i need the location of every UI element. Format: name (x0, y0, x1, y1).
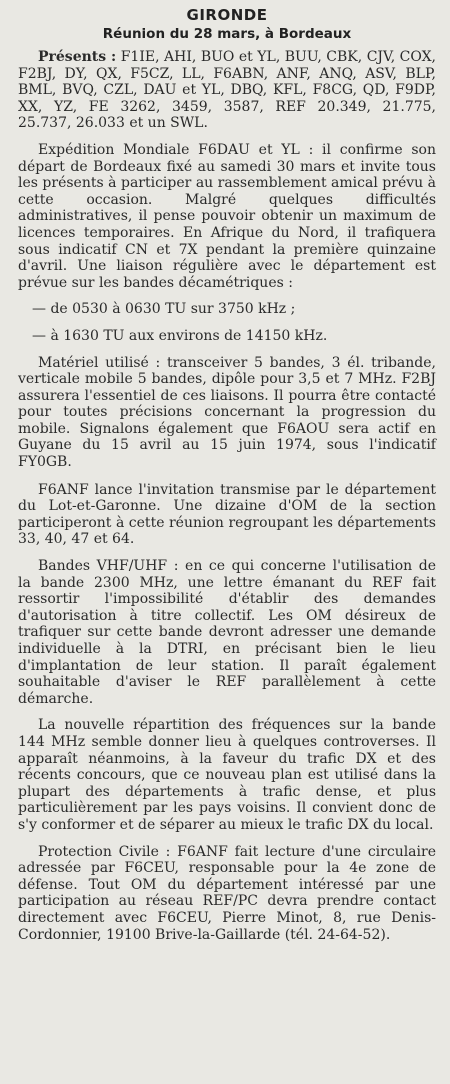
paragraph-expedition: Expédition Mondiale F6DAU et YL : il confirme son départ de Bordeaux fixé au samedi 30 mars et invite tous les présents à participer au rassemblement amical prévu à cette occasion. Malgré quelques difficultés administratives, il pense pouvoir obtenir un maximum de licences temporaires. En Afrique du Nord, il trafiquera sous indicatif CN et 7X pendant la première quinzaine d'avril. Une liaison régulière avec le département est prévue sur les bandes décamétriques : (18, 141, 436, 291)
presents-text: F1IE, AHI, BUO et YL, BUU, CBK, CJV, COX, F2BJ, DY, QX, F5CZ, LL, F6ABN, ANF, ANQ, ASV, BLP, BML, BVQ, CZL, DAU et YL, DBQ, KFL, F8CG, QD, F9DP, XX, YZ, FE 3262, 3459, 3587, REF 20.349, 21.775, 25.737, 26.033 et un SWL. (18, 49, 437, 132)
paragraph-repartition: La nouvelle répartition des fréquences sur la bande 144 MHz semble donner lieu à quelques controverses. Il apparaît néanmoins, à la faveur du trafic DX et des récents concours, que ce nouveau plan est utilisé dans la plupart des départements à trafic dense, et plus particulièrement par les pays voisins. Il convient donc de s'y conformer et de séparer au mieux le trafic DX du local. (18, 717, 436, 833)
paragraph-materiel: Matériel utilisé : transceiver 5 bandes, 3 él. tribande, verticale mobile 5 bandes, dipôle pour 3,5 et 7 MHz. F2BJ assurera l'essentiel de ces liaisons. Il pourra être contacté pour toutes précisions concernant la progression du mobile. Signalons également que F6AOU sera actif en Guyane du 15 avril au 15 juin 1974, sous l'indicatif FY0GB. (18, 354, 436, 471)
paragraph-anf: F6ANF lance l'invitation transmise par le département du Lot-et-Garonne. Une dizaine d'OM de la section participeront à cette réunion regroupant les départements 33, 40, 47 et 64. (18, 481, 436, 548)
paragraph-presents (18, 49, 436, 132)
paragraph-vhf: Bandes VHF/UHF : en ce qui concerne l'utilisation de la bande 2300 MHz, une lettre émanant du REF fait ressortir l'impossibilité d'établir des demandes d'autorisation à titre collectif. Les OM désireux de trafiquer sur cette bande devront adresser une demande individuelle à la DTRI, en précisant bien le lieu d'implantation de leur station. Il paraît également souhaitable d'aviser le REF parallèlement à cette démarche. (18, 558, 436, 707)
presents-label: Présents : (38, 49, 117, 65)
article-subtitle: Réunion du 28 mars, à Bordeaux (102, 26, 352, 42)
paragraph-protection: Protection Civile : F6ANF fait lecture d'une circulaire adressée par F6CEU, responsable pour la 4e zone de défense. Tout OM du département intéressé par une participation au réseau REF/PC devra prendre contact directement avec F6CEU, Pierre Minot, 8, rue Denis-Cordonnier, 19100 Brive-la-Gaillarde (tél. 24-64-52). (18, 843, 436, 943)
schedule-item-2: — à 1630 TU aux environs de 14150 kHz. (32, 327, 328, 344)
schedule-item-1: — de 0530 à 0630 TU sur 3750 kHz ; (32, 301, 296, 318)
article-heading (18, 6, 436, 43)
article-title: GIRONDE (186, 6, 268, 24)
